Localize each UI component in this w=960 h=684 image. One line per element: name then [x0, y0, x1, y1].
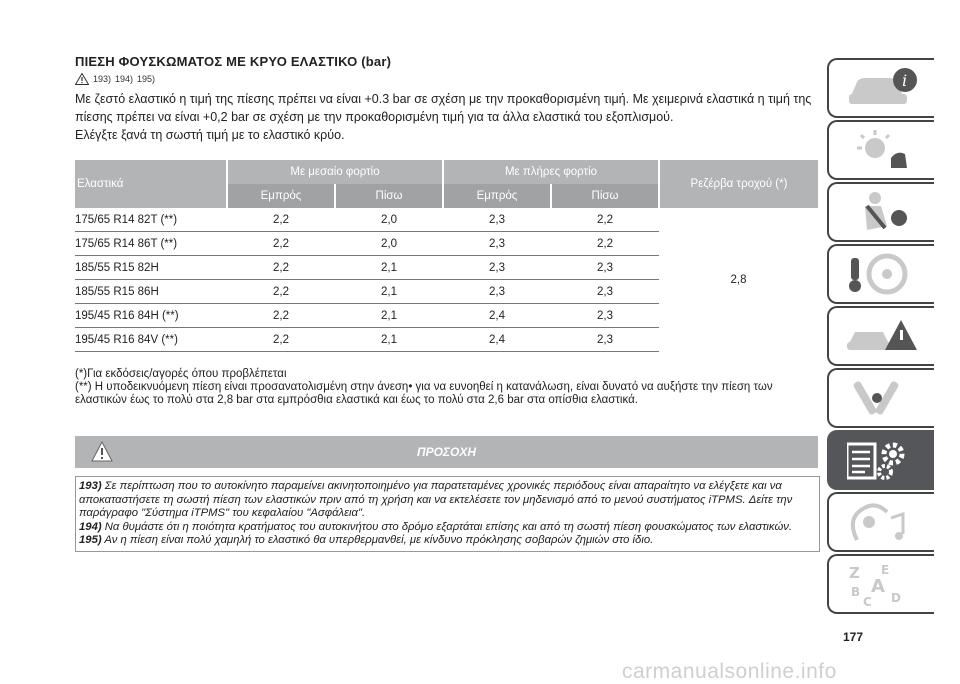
- intro-paragraph-1: Με ζεστό ελαστικό η τιμή της πίεσης πρέπει να είναι +0.3 bar σε σχέση με την προκαθορισμένη τιμή. Με χειμερινά ελαστικά η τιμή της πίεσης πρέπει να είναι +0,2 bar σε σχέση με την προκαθορισμένη τιμή για τα άλλα ελαστικά του εξοπλισμού.: [75, 92, 812, 124]
- pressure-cell: 2,3: [443, 280, 551, 304]
- tab-technical-data[interactable]: [827, 430, 934, 490]
- pressure-cell: 2,0: [335, 208, 443, 232]
- pressure-cell: 2,3: [551, 304, 659, 328]
- watermark: carmanualsonline.info: [622, 660, 837, 683]
- reference-195[interactable]: 195): [137, 74, 156, 84]
- tab-emergency[interactable]: [827, 306, 934, 366]
- car-info-icon: [847, 66, 919, 110]
- svg-text:A: A: [871, 576, 885, 597]
- section-title: ΠΙΕΣΗ ΦΟΥΣΚΩΜΑΤΟΣ ΜΕ ΚΡΥΟ ΕΛΑΣΤΙΚΟ (bar): [75, 54, 392, 69]
- tyre-size-cell: 175/65 R14 86T (**): [75, 232, 227, 256]
- header-medium-front: Εμπρός: [227, 184, 335, 208]
- emergency-car-icon: [847, 314, 919, 358]
- multimedia-icon: [847, 500, 919, 544]
- table-notes: [75, 368, 820, 407]
- tab-index[interactable]: [827, 554, 934, 614]
- pressure-cell: 2,2: [227, 208, 335, 232]
- technical-data-gear-icon: [847, 438, 919, 482]
- caution-item-195: 195) Αν η πίεση είναι πολύ χαμηλή το ελαστικό θα υπερθερμανθεί, με κίνδυνο πρόκλησης σοβαρών ζημιών στο ίδιο.: [79, 534, 654, 546]
- header-medium-rear: Πίσω: [335, 184, 443, 208]
- header-spare-wheel: Ρεζέρβα τροχού (*): [659, 160, 818, 208]
- tab-maintenance[interactable]: [827, 368, 934, 428]
- pressure-cell: 2,3: [551, 280, 659, 304]
- tyre-size-cell: 195/45 R16 84V (**): [75, 328, 227, 352]
- tyre-size-cell: 185/55 R15 86H: [75, 280, 227, 304]
- tyre-size-cell: 195/45 R16 84H (**): [75, 304, 227, 328]
- svg-text:Z: Z: [849, 564, 860, 582]
- caution-title: ΠΡΟΣΟΧΗ: [416, 445, 477, 459]
- tyre-pressure-table: [75, 160, 818, 352]
- pressure-cell: 2,1: [335, 328, 443, 352]
- tab-car-info[interactable]: [827, 58, 934, 118]
- tab-multimedia[interactable]: [827, 492, 934, 552]
- pressure-cell: 2,3: [443, 232, 551, 256]
- tab-dashboard[interactable]: [827, 120, 934, 180]
- caution-body: [75, 476, 820, 552]
- reference-194[interactable]: 194): [115, 74, 134, 84]
- pressure-cell: 2,1: [335, 304, 443, 328]
- header-full-load: Με πλήρες φορτίο: [443, 160, 659, 184]
- caution-item-193: 193) Σε περίπτωση που το αυτοκίνητο παραμείνει ακινητοποιημένο για παρατεταμένες χρονικές περιόδους είναι απαραίτητο να ελέγξετε και να αποκαταστήσετε τη σωστή πίεση των ελαστικών πριν από τη χρήση και να εκτελέσετε τον μηδενισμό από το μενού συστήματος iTPMS. Δείτε την παράγραφο "Σύστημα iTPMS" του κεφαλαίου "Ασφάλεια".: [79, 480, 793, 519]
- note-comfort-pressure: (**) Η υποδεικνυόμενη πίεση είναι προσανατολισμένη στην άνεση• για να ευνοηθεί η κατανάλωση, είναι δυνατό να αυξήστε την πίεση των ελαστικών έως το πολύ στα 2,8 bar στα εμπρόσθια ελαστικά και έως το πολύ στα 2,6 bar στα οπίσθια ελαστικά.: [75, 381, 773, 406]
- svg-text:B: B: [851, 585, 861, 599]
- svg-text:D: D: [891, 591, 901, 605]
- reference-193[interactable]: 193): [93, 74, 112, 84]
- pressure-cell: 2,2: [551, 208, 659, 232]
- header-full-rear: Πίσω: [551, 184, 659, 208]
- alphabetical-index-icon: [847, 562, 919, 606]
- caution-item-194: 194) Να θυμάστε ότι η ποιότητα κρατήματος του αυτοκινήτου στο δρόμο εξαρτάται επίσης και από τη σωστή πίεση φουσκώματος των ελαστικών.: [79, 520, 793, 533]
- warning-references: [75, 73, 155, 85]
- pressure-cell: 2,1: [335, 280, 443, 304]
- pressure-cell: 2,1: [335, 256, 443, 280]
- svg-text:i: i: [902, 71, 908, 90]
- pressure-cell: 2,4: [443, 304, 551, 328]
- pressure-cell: 2,3: [551, 328, 659, 352]
- warning-triangle-icon: [75, 73, 89, 85]
- intro-paragraph-2: Ελέγξτε ξανά τη σωστή τιμή με το ελαστικό κρύο.: [75, 128, 345, 142]
- pressure-cell: 2,2: [551, 232, 659, 256]
- tyre-size-cell: 175/65 R14 82T (**): [75, 208, 227, 232]
- maintenance-tools-icon: [847, 376, 919, 420]
- pressure-cell: 2,4: [443, 328, 551, 352]
- svg-text:E: E: [881, 563, 890, 577]
- note-spare: (*)Για εκδόσεις/αγορές όπου προβλέπεται: [75, 368, 287, 380]
- header-medium-load: Με μεσαίο φορτίο: [227, 160, 443, 184]
- pressure-cell: 2,2: [227, 256, 335, 280]
- tyre-size-cell: 185/55 R15 82H: [75, 256, 227, 280]
- seat-safety-icon: [847, 190, 919, 234]
- pressure-cell: 2,2: [227, 304, 335, 328]
- pressure-cell: 2,2: [227, 280, 335, 304]
- intro-text: [75, 90, 820, 144]
- svg-text:C: C: [863, 595, 872, 606]
- key-steering-icon: [847, 252, 919, 296]
- tab-starting-driving[interactable]: [827, 244, 934, 304]
- header-full-front: Εμπρός: [443, 184, 551, 208]
- caution-header: [75, 436, 818, 468]
- page-number: 177: [843, 630, 864, 644]
- pressure-cell: 2,2: [227, 232, 335, 256]
- pressure-cell: 2,3: [443, 256, 551, 280]
- dashboard-lights-icon: [847, 128, 919, 172]
- pressure-cell: 2,3: [551, 256, 659, 280]
- pressure-cell: 2,2: [227, 328, 335, 352]
- tab-safety[interactable]: [827, 182, 934, 242]
- pressure-cell: 2,0: [335, 232, 443, 256]
- pressure-cell: 2,3: [443, 208, 551, 232]
- header-tyres: Ελαστικά: [75, 160, 227, 208]
- spare-wheel-pressure: 2,8: [730, 273, 747, 286]
- table-row: [75, 208, 818, 232]
